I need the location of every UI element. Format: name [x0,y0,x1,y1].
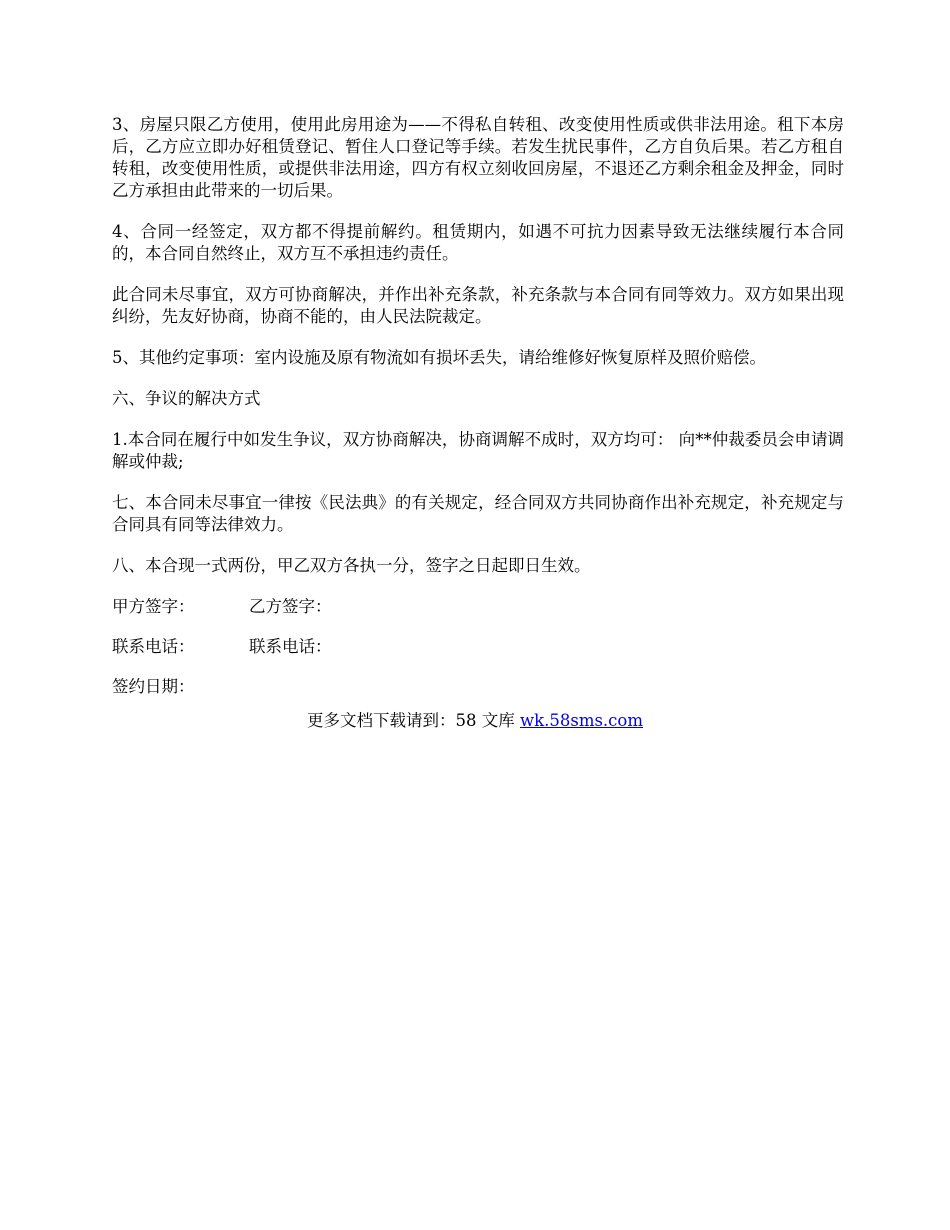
section-8-paragraph: 八、本合现一式两份，甲乙双方各执一分，签字之日起即日生效。 [112,556,591,575]
clause-5-paragraph: 5、其他约定事项：室内设施及原有物流如有损坏丢失，请给维修好恢复原样及照价赔偿。 [112,348,766,367]
supplementary-terms-paragraph: 此合同未尽事宜，双方可协商解决，并作出补充条款，补充条款与本合同有同等效力。双方如果出现纠纷，先友好协商，协商不能的，由人民法院裁定。 [112,285,844,326]
download-footer [0,710,950,732]
section-7-paragraph: 七、本合同未尽事宜一律按《民法典》的有关规定，经合同双方共同协商作出补充规定，补充规定与合同具有同等法律效力。 [112,493,844,534]
sign-date-label: 签约日期： [112,677,195,696]
clause-3-paragraph: 3、房屋只限乙方使用，使用此房用途为——不得私自转租、改变使用性质或供非法用途。租下本房后，乙方应立即办好租赁登记、暂住人口登记等手续。若发生扰民事件，乙方自负后果。若乙方租自转租，改变使用性质，或提供非法用途，四方有权立刻收回房屋，不退还乙方剩余租金及押金，同时乙方承担由此带来的一切后果。 [112,115,844,200]
footer-link[interactable]: wk.58sms.com [519,711,643,730]
party-a-phone-label: 联系电话： [112,637,195,656]
phone-row [112,636,844,658]
signature-row [112,596,844,618]
party-b-phone-label: 联系电话： [249,637,332,656]
party-a-signature-label: 甲方签字： [112,597,195,616]
dispute-resolution-paragraph: 1.本合同在履行中如发生争议，双方协商解决，协商调解不成时，双方均可： 向**仲裁委员会申请调解或仲裁; [112,430,844,471]
party-b-signature-label: 乙方签字： [249,597,332,616]
document-body [112,114,844,716]
clause-4-paragraph: 4、合同一经签定，双方都不得提前解约。租赁期内，如遇不可抗力因素导致无法继续履行本合同的，本合同自然终止，双方互不承担违约责任。 [112,222,844,263]
date-row [112,676,844,698]
section-6-heading: 六、争议的解决方式 [112,389,261,408]
footer-text: 更多文档下载请到：58 文库 [306,711,520,730]
